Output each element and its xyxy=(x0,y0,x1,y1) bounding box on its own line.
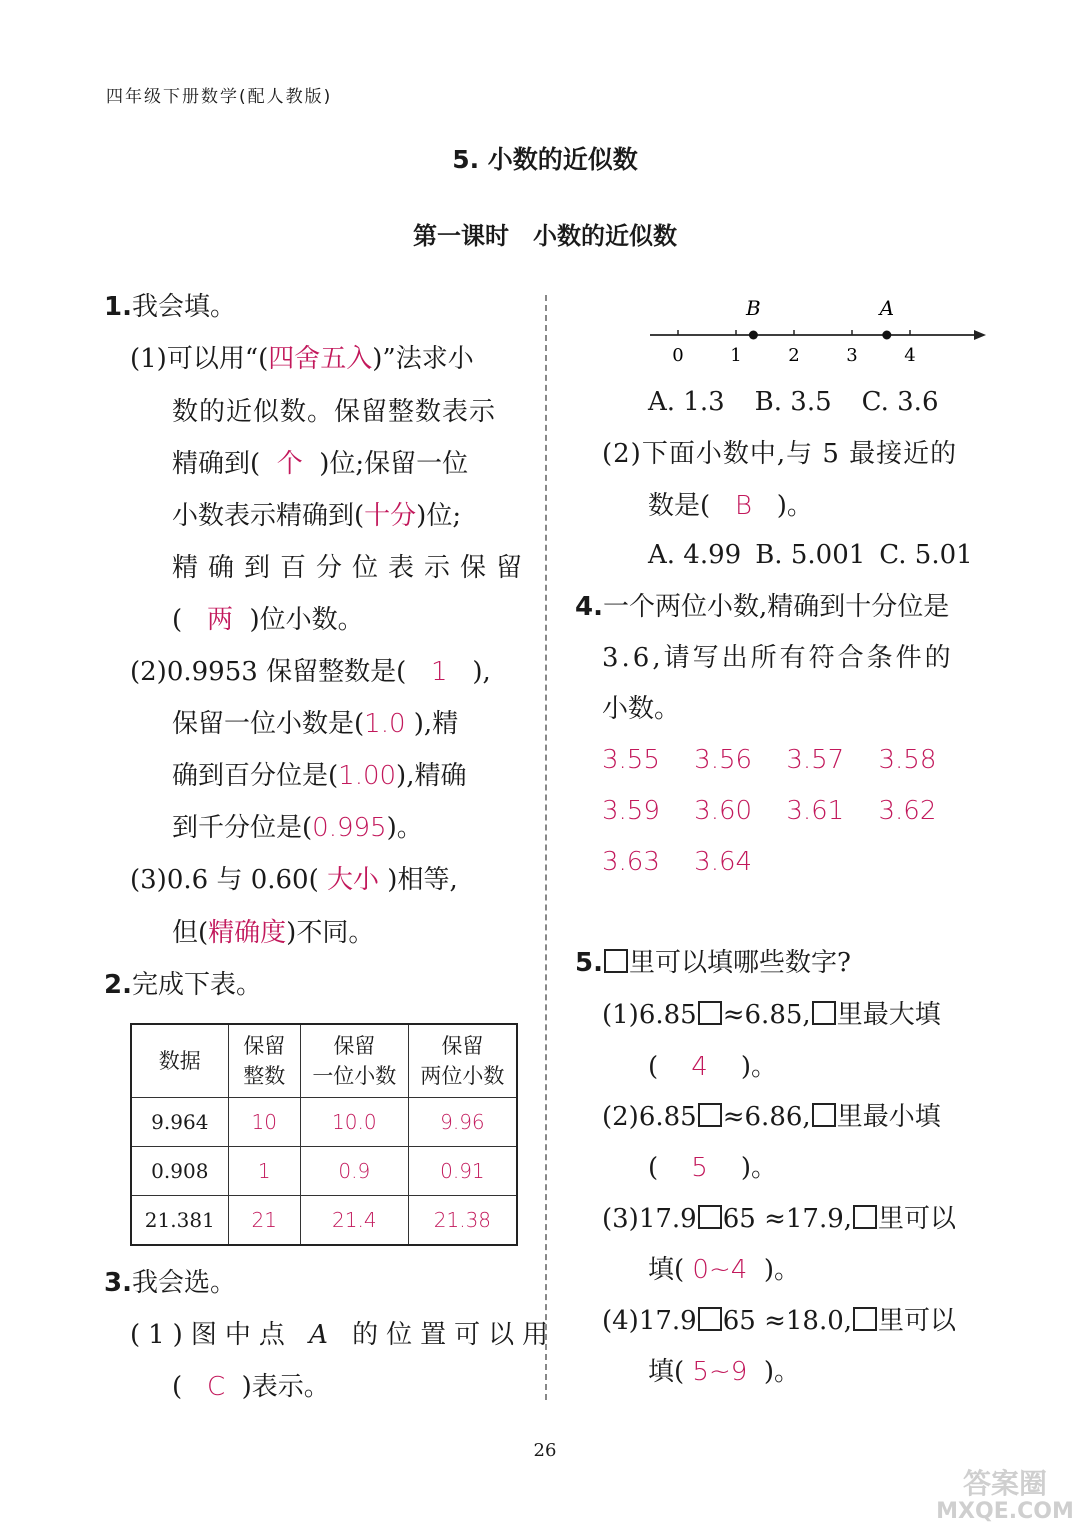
number-line-arrow xyxy=(974,330,986,340)
answer: 0.995 xyxy=(312,813,387,843)
lesson-title: 第一课时 小数的近似数 xyxy=(413,222,677,250)
q4-line3: 小数。 xyxy=(602,694,681,724)
q5-p3-line2: 填( 0~4 )。 xyxy=(648,1255,800,1285)
q1-p2-line2: 保留一位小数是(1.0 ),精 xyxy=(172,709,459,739)
table-answer-cell: 9.96 xyxy=(408,1098,517,1147)
q1-p2-line1: (2)0.9953 保留整数是( 1 ), xyxy=(130,657,491,687)
number-line-tick-label: 1 xyxy=(730,345,742,366)
number-line-tick-label: 2 xyxy=(788,345,800,366)
blank-box xyxy=(698,1205,722,1229)
q4-answers-row2: 3.59 3.60 3.61 3.62 xyxy=(602,796,937,826)
answer: 4 xyxy=(691,1052,708,1082)
q1-p1-line5: 精确到百分位表示保留 xyxy=(172,553,533,583)
blank-box xyxy=(853,1307,877,1331)
q1-p2-line3: 确到百分位是(1.00),精确 xyxy=(172,761,467,791)
q1-p2-line4: 到千分位是(0.995)。 xyxy=(172,813,423,843)
q1-p1-line3: 精确到( 个 )位;保留一位 xyxy=(172,449,469,479)
answer: 1.0 xyxy=(364,709,406,739)
table-answer-cell: 1 xyxy=(228,1147,300,1196)
number-line-tick-label: 3 xyxy=(846,345,858,366)
q3-options1: A. 1.3 B. 3.5 C. 3.6 xyxy=(648,387,939,417)
answer: 两 xyxy=(206,605,233,635)
table-cell: 21.381 xyxy=(131,1196,228,1246)
q5-heading: 5. 里可以填哪些数字? xyxy=(575,948,851,978)
table-answer-cell: 0.9 xyxy=(300,1147,408,1196)
table-header-cell: 数据 xyxy=(131,1024,228,1098)
q4-line1: 4.一个两位小数,精确到十分位是 xyxy=(575,592,950,622)
blank-box xyxy=(812,1001,836,1025)
q1-p1-line2: 数的近似数。保留整数表示 xyxy=(172,397,497,427)
answer: 0~4 xyxy=(692,1255,748,1285)
table-row xyxy=(131,1147,517,1196)
page-header: 四年级下册数学(配人教版) xyxy=(106,87,333,107)
q5-p1-line2: ( 4 )。 xyxy=(648,1052,777,1082)
number-line xyxy=(640,290,1000,370)
q1-p1-line4: 小数表示精确到(十分)位; xyxy=(172,501,462,531)
answer: 5~9 xyxy=(692,1357,748,1387)
table-answer-cell: 21 xyxy=(228,1196,300,1246)
answer: B xyxy=(734,491,752,521)
table-row xyxy=(131,1196,517,1246)
blank-box xyxy=(698,1001,722,1025)
q3-p2-line2: 数是( B )。 xyxy=(648,491,813,521)
answer: 1.00 xyxy=(338,761,397,791)
q4-line2: 3.6,请写出所有符合条件的 xyxy=(602,643,954,673)
q2-heading: 2.完成下表。 xyxy=(104,970,262,1000)
answer: 5 xyxy=(691,1153,708,1183)
number-line-tick-label: 4 xyxy=(904,345,916,366)
page-number: 26 xyxy=(533,1440,557,1461)
answer: 十分 xyxy=(364,501,417,531)
table-answer-cell: 10.0 xyxy=(300,1098,408,1147)
q5-p2-line2: ( 5 )。 xyxy=(648,1153,777,1183)
blank-box xyxy=(853,1205,877,1229)
q5-p4-line1: (4)17.9 65 ≈18.0, 里可以 xyxy=(602,1306,957,1336)
q3-heading: 3.我会选。 xyxy=(104,1268,236,1298)
q3-options2: A. 4.99 B. 5.001 C. 5.01 xyxy=(648,540,973,570)
table-answer-cell: 21.38 xyxy=(408,1196,517,1246)
blank-box xyxy=(698,1307,722,1331)
number-line-point-label: B xyxy=(746,296,761,320)
q3-p1-line2: ( C )表示。 xyxy=(172,1372,330,1402)
watermark-logo: 答案圈 MXQE.COM xyxy=(936,1467,1074,1524)
q4-answers-row1: 3.55 3.56 3.57 3.58 xyxy=(602,745,937,775)
rounding-table xyxy=(130,1023,518,1246)
answer: 个 xyxy=(276,449,303,479)
answer: 精确度 xyxy=(208,918,287,948)
q1-p3-line1: (3)0.6 与 0.60( 大小 )相等, xyxy=(130,865,458,895)
table-header-cell: 保留 一位小数 xyxy=(300,1024,408,1098)
table-cell: 9.964 xyxy=(131,1098,228,1147)
q5-p2-line1: (2)6.85 ≈6.86, 里最小填 xyxy=(602,1102,941,1132)
q5-p4-line2: 填( 5~9 )。 xyxy=(648,1357,800,1387)
table-cell: 0.908 xyxy=(131,1147,228,1196)
section-title: 5. 小数的近似数 xyxy=(452,145,638,174)
table-header-cell: 保留 两位小数 xyxy=(408,1024,517,1098)
blank-box xyxy=(698,1103,722,1127)
q3-p2-line1: (2)下面小数中,与 5 最接近的 xyxy=(602,439,958,469)
number-line-point xyxy=(749,331,758,340)
number-line-tick-label: 0 xyxy=(672,345,684,366)
q4-answers-row3: 3.63 3.64 xyxy=(602,847,753,877)
table-answer-cell: 21.4 xyxy=(300,1196,408,1246)
q1-heading: 1.我会填。 xyxy=(104,292,236,322)
q1-p1-line6: ( 两 )位小数。 xyxy=(172,605,364,635)
q1-p3-line2: 但(精确度)不同。 xyxy=(172,918,375,948)
q1-p1-line1: (1)可以用“(四舍五入)”法求小 xyxy=(130,344,474,374)
table-answer-cell: 10 xyxy=(228,1098,300,1147)
q3-p1-line1: (1)图中点 A 的位置可以用 xyxy=(130,1320,557,1350)
table-header-cell: 保留 整数 xyxy=(228,1024,300,1098)
blank-box xyxy=(812,1103,836,1127)
q5-p3-line1: (3)17.9 65 ≈17.9, 里可以 xyxy=(602,1204,957,1234)
table-row xyxy=(131,1098,517,1147)
q5-p1-line1: (1)6.85 ≈6.85, 里最大填 xyxy=(602,1000,941,1030)
answer: C xyxy=(206,1372,226,1402)
table-answer-cell: 0.91 xyxy=(408,1147,517,1196)
answer: 1 xyxy=(431,657,448,687)
number-line-point xyxy=(882,331,891,340)
column-divider xyxy=(545,295,547,1400)
answer: 大小 xyxy=(327,865,380,895)
blank-box xyxy=(604,949,628,973)
answer: 四舍五入 xyxy=(268,344,373,374)
number-line-point-label: A xyxy=(879,296,895,320)
